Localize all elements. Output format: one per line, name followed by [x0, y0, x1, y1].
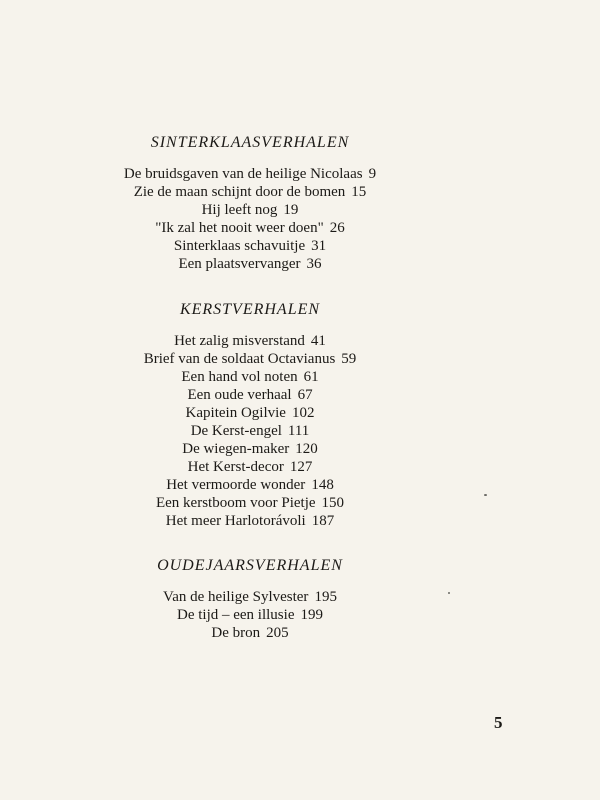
toc-entry-page: 205 — [266, 625, 289, 641]
toc-entry — [0, 201, 500, 219]
toc-entry — [0, 368, 500, 386]
page-number: 5 — [494, 713, 503, 732]
toc-entry-page: 31 — [311, 238, 327, 254]
toc-entry-title: Zie de maan schijnt door de bomen — [133, 184, 346, 200]
toc-entry-page: 199 — [300, 607, 323, 623]
toc-entry — [0, 165, 500, 183]
toc-entry-title: Het meer Harlotorávoli — [165, 513, 306, 529]
toc-entry-title: Sinterklaas schavuitje — [173, 238, 306, 254]
toc-entry — [0, 422, 500, 440]
toc-entry — [0, 440, 500, 458]
toc-entry-page: 9 — [368, 166, 377, 182]
paper-speck — [448, 592, 450, 594]
toc-list — [0, 588, 500, 642]
toc-entry — [0, 255, 500, 273]
toc-entry-title: De bruidsgaven van de heilige Nicolaas — [123, 166, 363, 182]
toc-entry — [0, 458, 500, 476]
toc-entry-title: Een kerstboom voor Pietje — [155, 495, 316, 511]
toc-entry-title: Een plaatsvervanger — [178, 256, 301, 272]
toc-entry-page: 41 — [310, 333, 326, 349]
toc-entry — [0, 237, 500, 255]
toc-entry — [0, 588, 500, 606]
toc-entry-title: De tijd – een illusie — [177, 607, 295, 623]
toc-entry-title: Het zalig misverstand — [174, 333, 305, 349]
toc-entry-page: 127 — [289, 459, 313, 475]
toc-entry-title: Een hand vol noten — [181, 369, 298, 385]
toc-entry — [0, 404, 500, 422]
toc-entry — [0, 219, 500, 237]
toc-entry-title: Van de heilige Sylvester — [163, 589, 309, 605]
toc-entry-title: De bron — [211, 625, 261, 641]
section-heading: SINTERKLAASVERHALEN — [150, 134, 350, 151]
toc-entry — [0, 512, 500, 530]
toc-entry-page: 26 — [329, 220, 345, 236]
toc-entry-page: 15 — [351, 184, 367, 200]
toc-entry-page: 148 — [311, 477, 334, 493]
toc-entry-page: 187 — [311, 513, 335, 529]
toc-entry — [0, 350, 500, 368]
section-oudejaarsverhalen — [0, 556, 500, 642]
toc-entry-title: "Ik zal het nooit weer doen" — [155, 220, 324, 236]
toc-entry — [0, 183, 500, 201]
toc-entry — [0, 332, 500, 350]
paper-speck — [484, 494, 487, 496]
toc-entry-page: 102 — [291, 405, 315, 421]
toc-entry — [0, 386, 500, 404]
toc-entry-title: Kapitein Ogilvie — [185, 405, 286, 421]
toc-entry — [0, 624, 500, 642]
toc-entry-title: Hij leeft nog — [201, 202, 278, 218]
toc-entry — [0, 476, 500, 494]
toc-entry-page: 19 — [283, 202, 299, 218]
toc-entry-page: 67 — [297, 387, 313, 403]
toc-entry-title: Brief van de soldaat Octavianus — [143, 351, 336, 367]
toc-entry-title: Een oude verhaal — [187, 387, 292, 403]
toc-entry-title: Het vermoorde wonder — [166, 477, 306, 493]
toc-entry-page: 111 — [287, 423, 310, 439]
toc-entry-title: De Kerst-engel — [190, 423, 282, 439]
section-sinterklaasverhalen — [0, 133, 500, 273]
toc-list — [0, 165, 500, 273]
toc-entry-title: Het Kerst-decor — [187, 459, 284, 475]
toc-entry-page: 61 — [303, 369, 319, 385]
toc-entry-page: 36 — [306, 256, 322, 272]
toc-entry-page: 150 — [321, 495, 345, 511]
section-kerstverhalen — [0, 300, 500, 530]
toc-entry — [0, 606, 500, 624]
toc-entry-page: 59 — [341, 351, 357, 367]
toc-entry-page: 120 — [295, 441, 318, 457]
toc-entry — [0, 494, 500, 512]
toc-list — [0, 332, 500, 530]
section-heading: OUDEJAARSVERHALEN — [157, 557, 343, 574]
toc-entry-title: De wiegen-maker — [182, 441, 290, 457]
toc-entry-page: 195 — [314, 589, 337, 605]
section-heading: KERSTVERHALEN — [179, 301, 321, 318]
